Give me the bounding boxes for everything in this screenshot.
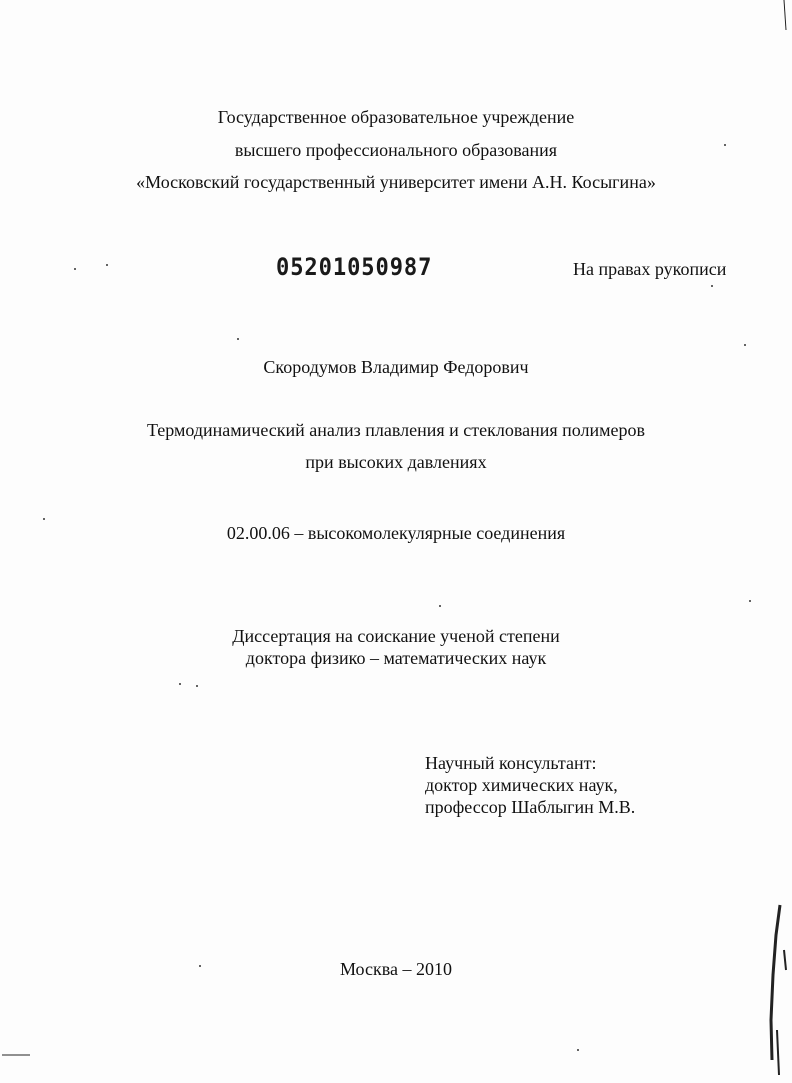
speckle	[237, 338, 239, 340]
degree-line-2: доктора физико – математических наук	[245, 648, 547, 668]
specialty-code: 02.00.06 – высокомолекулярные соединения	[226, 523, 566, 543]
binding-stroke	[771, 905, 780, 1060]
city-year: Москва – 2010	[340, 959, 452, 979]
speckle	[74, 268, 76, 270]
dissertation-title-line-1: Термодинамический анализ плавления и стеклования полимеров	[146, 420, 646, 440]
speckle	[179, 683, 181, 685]
author-name: Скородумов Владимир Федорович	[263, 357, 529, 377]
speckle	[439, 605, 441, 607]
edge-mark	[784, 0, 786, 30]
speckle	[577, 1049, 579, 1051]
speckle	[749, 600, 751, 602]
binding-stroke	[777, 1030, 779, 1075]
speckle	[196, 685, 198, 687]
scientific-consultant-block	[425, 752, 635, 818]
consultant-label: Научный консультант:	[425, 753, 597, 773]
institution-line-3: «Московский государственный университет имени А.Н. Косыгина»	[136, 172, 656, 192]
speckle	[744, 344, 746, 346]
institution-line-1: Государственное образовательное учреждение	[217, 107, 575, 127]
institution-line-2: высшего профессионального образования	[234, 140, 558, 160]
manuscript-note: На правах рукописи	[573, 259, 727, 279]
speckle	[43, 518, 45, 520]
dissertation-title-line-2: при высоких давлениях	[305, 452, 487, 472]
speckle	[711, 285, 713, 287]
consultant-name: профессор Шаблыгин М.В.	[425, 797, 636, 817]
consultant-degree: доктор химических наук,	[425, 775, 618, 795]
speckle	[106, 264, 108, 266]
degree-line-1: Диссертация на соискание ученой степени	[232, 626, 560, 646]
serial-number-stamp: 05201050987	[276, 253, 433, 281]
